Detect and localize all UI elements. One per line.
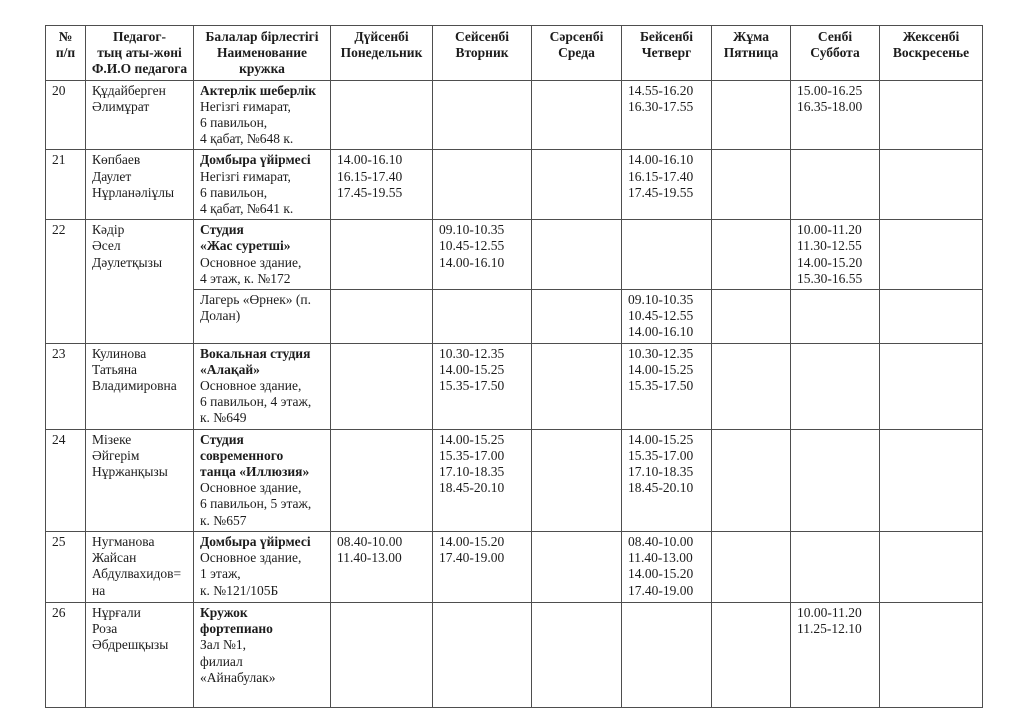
time-slot: 10.30-12.35 bbox=[439, 345, 505, 361]
text-line: Дәулетқызы bbox=[92, 254, 163, 270]
time-slot: 14.00-16.10 bbox=[628, 324, 694, 340]
column-header-teacher bbox=[86, 26, 194, 81]
text-line: Вторник bbox=[455, 45, 509, 61]
schedule-cell-thursday bbox=[622, 531, 712, 602]
club-cell bbox=[194, 429, 331, 531]
text-line: Четверг bbox=[641, 45, 692, 61]
column-header-wednesday bbox=[532, 26, 622, 81]
time-slot: 17.40-19.00 bbox=[628, 582, 694, 598]
text-line: Роза bbox=[92, 621, 118, 637]
text-line: Дүйсенбі bbox=[354, 29, 409, 44]
text-line: к. №657 bbox=[200, 512, 247, 528]
schedule-cell-monday bbox=[331, 429, 433, 531]
text-line: 4 қабат, №641 к. bbox=[200, 201, 294, 217]
schedule-cell-wednesday bbox=[532, 290, 622, 344]
text-line: Даулет bbox=[92, 168, 132, 184]
schedule-cell-monday bbox=[331, 290, 433, 344]
time-slot: 09.10-10.35 bbox=[439, 222, 505, 238]
teacher-cell bbox=[86, 343, 194, 429]
schedule-cell-saturday bbox=[791, 80, 880, 150]
text-line: Вокальная студия bbox=[200, 345, 311, 361]
time-slot: 14.00-16.10 bbox=[439, 254, 505, 270]
text-line: Әсел bbox=[92, 238, 121, 254]
column-header-monday bbox=[331, 26, 433, 81]
club-cell bbox=[194, 290, 331, 344]
time-slot: 10.00-11.20 bbox=[797, 604, 862, 620]
time-slot: 15.35-17.50 bbox=[628, 378, 694, 394]
table-header bbox=[46, 26, 983, 81]
time-slot: 11.25-12.10 bbox=[797, 621, 862, 637]
text-line: Негізгі ғимарат, bbox=[200, 168, 291, 184]
schedule-cell-wednesday bbox=[532, 602, 622, 707]
text-line: Негізгі ғимарат, bbox=[200, 98, 291, 114]
schedule-cell-tuesday bbox=[433, 290, 532, 344]
text-line: Әйгерім bbox=[92, 447, 140, 463]
text-line: филиал bbox=[200, 653, 243, 669]
table-row bbox=[46, 220, 983, 290]
text-line: к. №649 bbox=[200, 410, 247, 426]
text-line: Домбыра үйірмесі bbox=[200, 152, 311, 168]
time-slot: 14.00-15.20 bbox=[797, 254, 863, 270]
text-line: Пятница bbox=[723, 45, 779, 61]
column-header-sunday bbox=[880, 26, 983, 81]
row-number-cell bbox=[46, 80, 86, 150]
club-cell bbox=[194, 343, 331, 429]
schedule-cell-friday bbox=[712, 150, 791, 220]
teacher-cell bbox=[86, 80, 194, 150]
schedule-cell-saturday bbox=[791, 150, 880, 220]
time-slot: 15.30-16.55 bbox=[797, 270, 863, 286]
schedule-cell-friday bbox=[712, 531, 791, 602]
text-line: Долан) bbox=[200, 308, 241, 324]
header-row bbox=[46, 26, 983, 81]
text-line: Жайсан bbox=[92, 550, 137, 566]
time-slot: 14.00-15.25 bbox=[628, 361, 694, 377]
time-slot: 15.35-17.00 bbox=[628, 447, 694, 463]
time-slot: 10.45-12.55 bbox=[439, 238, 505, 254]
schedule-table bbox=[45, 25, 983, 708]
text-line: Көпбаев bbox=[92, 152, 141, 168]
time-slot: 17.10-18.35 bbox=[628, 464, 694, 480]
text-line: Понедельник bbox=[340, 45, 423, 61]
teacher-cell bbox=[86, 602, 194, 707]
text-line: 6 павильон, bbox=[200, 115, 268, 131]
schedule-cell-monday bbox=[331, 531, 433, 602]
schedule-cell-monday bbox=[331, 602, 433, 707]
schedule-cell-thursday bbox=[622, 290, 712, 344]
text-line: 6 павильон, 5 этаж, bbox=[200, 496, 312, 512]
time-slot: 10.45-12.55 bbox=[628, 308, 694, 324]
text-line: 1 этаж, bbox=[200, 566, 241, 582]
table-row bbox=[46, 343, 983, 429]
text-line: Әлимұрат bbox=[92, 98, 150, 114]
time-slot: 14.00-15.20 bbox=[439, 533, 505, 549]
time-slot: 18.45-20.10 bbox=[439, 480, 505, 496]
schedule-cell-wednesday bbox=[532, 343, 622, 429]
teacher-cell bbox=[86, 531, 194, 602]
text-line: к. №121/105Б bbox=[200, 582, 279, 598]
text-line: фортепиано bbox=[200, 621, 273, 637]
schedule-cell-friday bbox=[712, 220, 791, 290]
text-line: Актерлік шеберлік bbox=[200, 82, 317, 98]
schedule-cell-wednesday bbox=[532, 150, 622, 220]
text-line: Кружок bbox=[200, 604, 248, 620]
time-slot: 08.40-10.00 bbox=[628, 533, 694, 549]
text-line: Кәдір bbox=[92, 222, 125, 238]
text-line: Основное здание, bbox=[200, 378, 302, 394]
text-line: Основное здание, bbox=[200, 480, 302, 496]
time-slot: 09.10-10.35 bbox=[628, 292, 694, 308]
schedule-cell-tuesday bbox=[433, 429, 532, 531]
text-line: Воскресенье bbox=[892, 45, 970, 61]
text-line: Балалар бірлестігі bbox=[205, 29, 319, 44]
row-number-cell bbox=[46, 150, 86, 220]
time-slot: 14.55-16.20 bbox=[628, 82, 694, 98]
schedule-cell-sunday bbox=[880, 429, 983, 531]
row-number-cell bbox=[46, 602, 86, 707]
schedule-cell-tuesday bbox=[433, 220, 532, 290]
teacher-cell bbox=[86, 429, 194, 531]
row-number: 26 bbox=[52, 604, 66, 620]
text-line: Зал №1, bbox=[200, 637, 246, 653]
text-line: Абдулвахидов= bbox=[92, 566, 182, 582]
time-slot: 08.40-10.00 bbox=[337, 533, 403, 549]
row-number-cell bbox=[46, 429, 86, 531]
time-slot: 14.00-15.25 bbox=[439, 361, 505, 377]
text-line: 6 павильон, bbox=[200, 184, 268, 200]
text-line: современного bbox=[200, 447, 284, 463]
schedule-cell-thursday bbox=[622, 429, 712, 531]
schedule-cell-sunday bbox=[880, 220, 983, 290]
schedule-cell-tuesday bbox=[433, 531, 532, 602]
text-line: Основное здание, bbox=[200, 254, 302, 270]
text-line: Домбыра үйірмесі bbox=[200, 533, 311, 549]
text-line: Наименование bbox=[217, 45, 307, 61]
time-slot: 10.00-11.20 bbox=[797, 222, 862, 238]
schedule-cell-wednesday bbox=[532, 220, 622, 290]
row-number: 22 bbox=[52, 222, 66, 238]
text-line: Нұржанқызы bbox=[92, 464, 168, 480]
text-line: Педагог- bbox=[112, 29, 167, 44]
table-row bbox=[46, 531, 983, 602]
text-line: Сәрсенбі bbox=[549, 29, 604, 44]
schedule-cell-friday bbox=[712, 343, 791, 429]
schedule-cell-sunday bbox=[880, 602, 983, 707]
column-header-thursday bbox=[622, 26, 712, 81]
schedule-cell-wednesday bbox=[532, 80, 622, 150]
text-line: «Алақай» bbox=[200, 361, 260, 377]
schedule-cell-friday bbox=[712, 602, 791, 707]
time-slot: 17.45-19.55 bbox=[337, 184, 403, 200]
text-line: № bbox=[58, 29, 73, 44]
text-line: 6 павильон, 4 этаж, bbox=[200, 394, 312, 410]
time-slot: 14.00-15.20 bbox=[628, 566, 694, 582]
row-number: 23 bbox=[52, 345, 66, 361]
schedule-cell-sunday bbox=[880, 531, 983, 602]
club-cell bbox=[194, 220, 331, 290]
text-line: Нугманова bbox=[92, 533, 155, 549]
row-number: 21 bbox=[52, 152, 66, 168]
schedule-cell-saturday bbox=[791, 343, 880, 429]
schedule-cell-thursday bbox=[622, 80, 712, 150]
schedule-cell-sunday bbox=[880, 290, 983, 344]
schedule-cell-monday bbox=[331, 220, 433, 290]
time-slot: 15.00-16.25 bbox=[797, 82, 863, 98]
time-slot: 16.35-18.00 bbox=[797, 98, 863, 114]
schedule-cell-thursday bbox=[622, 602, 712, 707]
text-line: Мізеке bbox=[92, 431, 132, 447]
time-slot: 16.15-17.40 bbox=[628, 168, 694, 184]
schedule-cell-saturday bbox=[791, 602, 880, 707]
text-line: танца «Иллюзия» bbox=[200, 464, 310, 480]
text-line: 4 этаж, к. №172 bbox=[200, 270, 291, 286]
schedule-cell-wednesday bbox=[532, 429, 622, 531]
text-line: Владимировна bbox=[92, 378, 177, 394]
text-line: Суббота bbox=[810, 45, 860, 61]
schedule-cell-sunday bbox=[880, 80, 983, 150]
time-slot: 14.00-15.25 bbox=[628, 431, 694, 447]
schedule-cell-saturday bbox=[791, 220, 880, 290]
text-line: п/п bbox=[55, 45, 76, 61]
time-slot: 14.00-16.10 bbox=[337, 152, 403, 168]
schedule-cell-wednesday bbox=[532, 531, 622, 602]
text-line: Сенбі bbox=[817, 29, 853, 44]
schedule-cell-monday bbox=[331, 150, 433, 220]
schedule-cell-tuesday bbox=[433, 80, 532, 150]
teacher-cell bbox=[86, 220, 194, 343]
row-number-cell bbox=[46, 343, 86, 429]
schedule-cell-saturday bbox=[791, 429, 880, 531]
text-line: «Жас суретші» bbox=[200, 238, 291, 254]
text-line: Құдайберген bbox=[92, 82, 166, 98]
table-row bbox=[46, 602, 983, 707]
time-slot: 17.40-19.00 bbox=[439, 550, 505, 566]
column-header-num bbox=[46, 26, 86, 81]
table-row bbox=[46, 429, 983, 531]
schedule-cell-sunday bbox=[880, 150, 983, 220]
time-slot: 11.40-13.00 bbox=[628, 550, 693, 566]
text-line: на bbox=[92, 582, 106, 598]
time-slot: 15.35-17.00 bbox=[439, 447, 505, 463]
schedule-cell-monday bbox=[331, 343, 433, 429]
club-cell bbox=[194, 150, 331, 220]
schedule-cell-tuesday bbox=[433, 343, 532, 429]
text-line: «Айнабулак» bbox=[200, 669, 276, 685]
text-line: Студия bbox=[200, 431, 244, 447]
schedule-cell-thursday bbox=[622, 150, 712, 220]
schedule-cell-monday bbox=[331, 80, 433, 150]
schedule-cell-friday bbox=[712, 290, 791, 344]
row-number: 25 bbox=[52, 533, 66, 549]
schedule-cell-thursday bbox=[622, 343, 712, 429]
text-line: Среда bbox=[558, 45, 595, 61]
schedule-cell-tuesday bbox=[433, 150, 532, 220]
row-number-cell bbox=[46, 220, 86, 343]
club-cell bbox=[194, 80, 331, 150]
text-line: Студия bbox=[200, 222, 244, 238]
text-line: Кулинова bbox=[92, 345, 147, 361]
teacher-cell bbox=[86, 150, 194, 220]
club-cell bbox=[194, 602, 331, 707]
table-body bbox=[46, 80, 983, 707]
text-line: Нұрланәліұлы bbox=[92, 184, 175, 200]
row-number: 20 bbox=[52, 82, 66, 98]
table-row bbox=[46, 150, 983, 220]
column-header-saturday bbox=[791, 26, 880, 81]
schedule-cell-thursday bbox=[622, 220, 712, 290]
time-slot: 11.40-13.00 bbox=[337, 550, 402, 566]
time-slot: 16.15-17.40 bbox=[337, 168, 403, 184]
text-line: Жексенбі bbox=[902, 29, 960, 44]
time-slot: 10.30-12.35 bbox=[628, 345, 694, 361]
text-line: Ф.И.О педагога bbox=[91, 61, 188, 77]
column-header-club bbox=[194, 26, 331, 81]
table-row bbox=[46, 80, 983, 150]
time-slot: 16.30-17.55 bbox=[628, 98, 694, 114]
time-slot: 17.10-18.35 bbox=[439, 464, 505, 480]
text-line: Нұрғали bbox=[92, 604, 141, 620]
row-number-cell bbox=[46, 531, 86, 602]
text-line: 4 қабат, №648 к. bbox=[200, 131, 294, 147]
text-line: Жұма bbox=[733, 29, 769, 44]
text-line: Бейсенбі bbox=[639, 29, 694, 44]
schedule-cell-friday bbox=[712, 429, 791, 531]
column-header-friday bbox=[712, 26, 791, 81]
text-line: Әбдрешқызы bbox=[92, 637, 169, 653]
text-line: Основное здание, bbox=[200, 550, 302, 566]
time-slot: 18.45-20.10 bbox=[628, 480, 694, 496]
schedule-cell-friday bbox=[712, 80, 791, 150]
time-slot: 17.45-19.55 bbox=[628, 184, 694, 200]
schedule-cell-saturday bbox=[791, 290, 880, 344]
text-line: Лагерь «Өрнек» (п. bbox=[200, 292, 312, 308]
text-line: кружка bbox=[239, 61, 285, 77]
time-slot: 14.00-15.25 bbox=[439, 431, 505, 447]
time-slot: 11.30-12.55 bbox=[797, 238, 862, 254]
text-line: Татьяна bbox=[92, 361, 138, 377]
row-number: 24 bbox=[52, 431, 66, 447]
time-slot: 14.00-16.10 bbox=[628, 152, 694, 168]
text-line: тың аты-жөні bbox=[97, 45, 182, 61]
time-slot: 15.35-17.50 bbox=[439, 378, 505, 394]
column-header-tuesday bbox=[433, 26, 532, 81]
text-line: Сейсенбі bbox=[454, 29, 510, 44]
club-cell bbox=[194, 531, 331, 602]
schedule-cell-tuesday bbox=[433, 602, 532, 707]
schedule-cell-saturday bbox=[791, 531, 880, 602]
schedule-cell-sunday bbox=[880, 343, 983, 429]
